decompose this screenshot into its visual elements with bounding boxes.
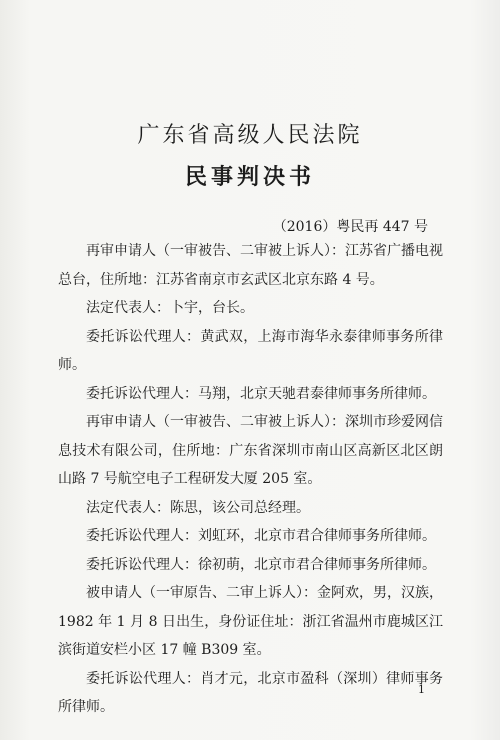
paragraph-legal-rep-2: 法定代表人：陈思，该公司总经理。	[86, 499, 310, 516]
paragraph-applicant-2: 再审申请人（一审被告、二审被上诉人）：深圳市珍爱网信息技术有限公司，住所地：广东省深圳市南山区高新区北区朗山路 7 号航空电子工程研发大厦 205 室。	[58, 414, 443, 487]
paragraph-applicant-1: 再审申请人（一审被告、二审被上诉人）：江苏省广播电视总台，住所地：江苏省南京市玄武区北京东路 4 号。	[58, 243, 443, 288]
paragraph-agent-1a: 委托诉讼代理人：黄武双，上海市海华永泰律师事务所律师。	[58, 328, 443, 373]
paragraph-agent-1b: 委托诉讼代理人：马翔，北京天驰君泰律师事务所律师。	[86, 385, 436, 402]
document-body	[58, 237, 443, 722]
page-number: 1	[418, 683, 425, 696]
case-number: （2016）粤民再 447 号	[272, 219, 428, 235]
paragraph-agent-3: 委托诉讼代理人：肖才元，北京市盈科（深圳）律师事务所律师。	[58, 670, 443, 715]
paragraph-legal-rep-1: 法定代表人：卜宇，台长。	[86, 300, 254, 316]
document-title: 民事判决书	[184, 164, 315, 190]
court-name: 广东省高级人民法院	[137, 123, 363, 148]
paragraph-respondent: 被申请人（一审原告、二审上诉人）：金阿欢，男，汉族，1982 年 1 月 8 日出生，身份证住址：浙江省温州市鹿城区江滨街道安栏小区 17 幢 B309 室。	[58, 585, 443, 658]
paragraph-agent-2a: 委托诉讼代理人：刘虹环，北京市君合律师事务所律师。	[86, 528, 436, 544]
paragraph-agent-2b: 委托诉讼代理人：徐初萌，北京市君合律师事务所律师。	[86, 556, 436, 573]
